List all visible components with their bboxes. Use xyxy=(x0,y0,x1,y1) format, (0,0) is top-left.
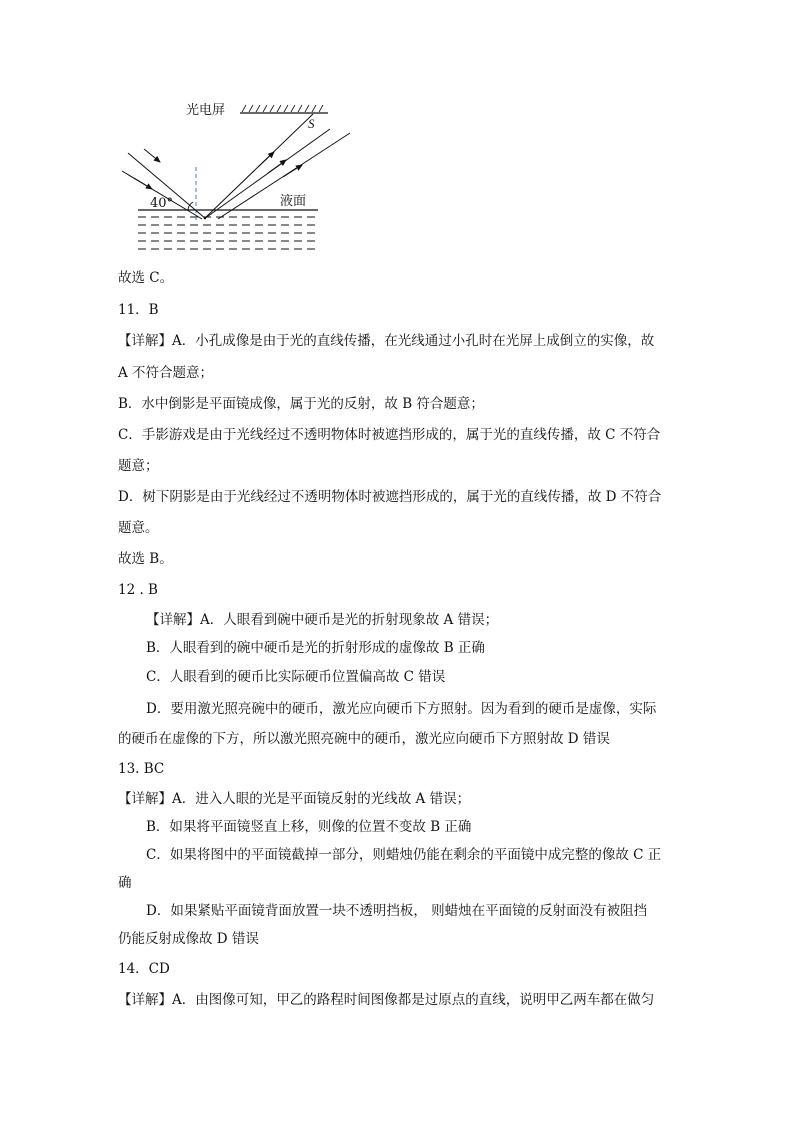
reflection-diagram-svg xyxy=(118,95,358,255)
text-line: 【详解】A．进入人眼的光是平面镜反射的光线故 A 错误； xyxy=(118,791,471,807)
text-line: 确 xyxy=(118,875,132,891)
question-number: 12 . B xyxy=(118,582,158,598)
text-line: A 不符合题意； xyxy=(118,365,214,381)
text-line: B．如果将平面镜竖直上移，则像的位置不变故 B 正确 xyxy=(146,819,472,835)
incident-ray-1-arrow xyxy=(144,149,160,162)
text-line: D．树下阴影是由于光线经过不透明物体时被遮挡形成的，属于光的直线传播，故 D 不符合 xyxy=(118,489,662,505)
text-line: B．人眼看到的碗中硬币是光的折射形成的虚像故 B 正确 xyxy=(146,640,485,656)
screen-hatching xyxy=(242,105,323,112)
reflected-ray-1-arrow xyxy=(258,152,274,167)
question-number: 14．CD xyxy=(118,961,170,977)
incident-ray-2-arrow xyxy=(134,178,152,189)
surface-label: 液面 xyxy=(280,194,307,209)
text-line: 故选 C。 xyxy=(118,270,174,286)
text-line: 仍能反射成像故 D 错误 xyxy=(118,931,259,947)
text-line: 的硬币在虚像的下方，所以激光照亮碗中的硬币，激光应向硬币下方照射故 D 错误 xyxy=(118,731,610,747)
text-line: 题意。 xyxy=(118,520,159,536)
text-line: B．水中倒影是平面镜成像，属于光的反射，故 B 符合题意； xyxy=(118,396,484,412)
text-line: C．人眼看到的硬币比实际硬币位置偏高故 C 错误 xyxy=(146,669,446,685)
reflected-ray-2 xyxy=(204,129,330,219)
text-line: 故选 B。 xyxy=(118,551,173,567)
point-s-label: S xyxy=(308,116,315,131)
screen-label: 光电屏 xyxy=(186,103,226,118)
text-line: 【详解】A．由图像可知，甲乙的路程时间图像都是过原点的直线，说明甲乙两车都在做匀 xyxy=(118,992,655,1008)
question-number: 13. BC xyxy=(118,761,165,777)
reflected-ray-2-arrow xyxy=(268,160,286,173)
question-number: 11．B xyxy=(118,302,159,318)
angle-label: 40° xyxy=(150,196,174,211)
liquid-dashes xyxy=(138,217,318,249)
text-line: D．要用激光照亮碗中的硬币，激光应向硬币下方照射。因为看到的硬币是虚像，实际 xyxy=(146,701,657,717)
text-line: 【详解】A．人眼看到碗中硬币是光的折射现象故 A 错误； xyxy=(146,612,499,628)
text-line: 题意； xyxy=(118,458,159,474)
text-line: 【详解】A．小孔成像是由于光的直线传播，在光线通过小孔时在光屏上成倒立的实像，故 xyxy=(118,333,655,349)
text-line: C．如果将图中的平面镜截掉一部分，则蜡烛仍能在剩余的平面镜中成完整的像故 C 正 xyxy=(146,847,662,863)
text-line: D．如果紧贴平面镜背面放置一块不透明挡板， 则蜡烛在平面镜的反射面没有被阻挡 xyxy=(146,903,648,919)
text-line: C．手影游戏是由于光线经过不透明物体时被遮挡形成的，属于光的直线传播，故 C 不符合 xyxy=(118,427,661,443)
reflection-diagram xyxy=(118,95,358,255)
reflected-ray-3-arrow xyxy=(283,165,302,177)
